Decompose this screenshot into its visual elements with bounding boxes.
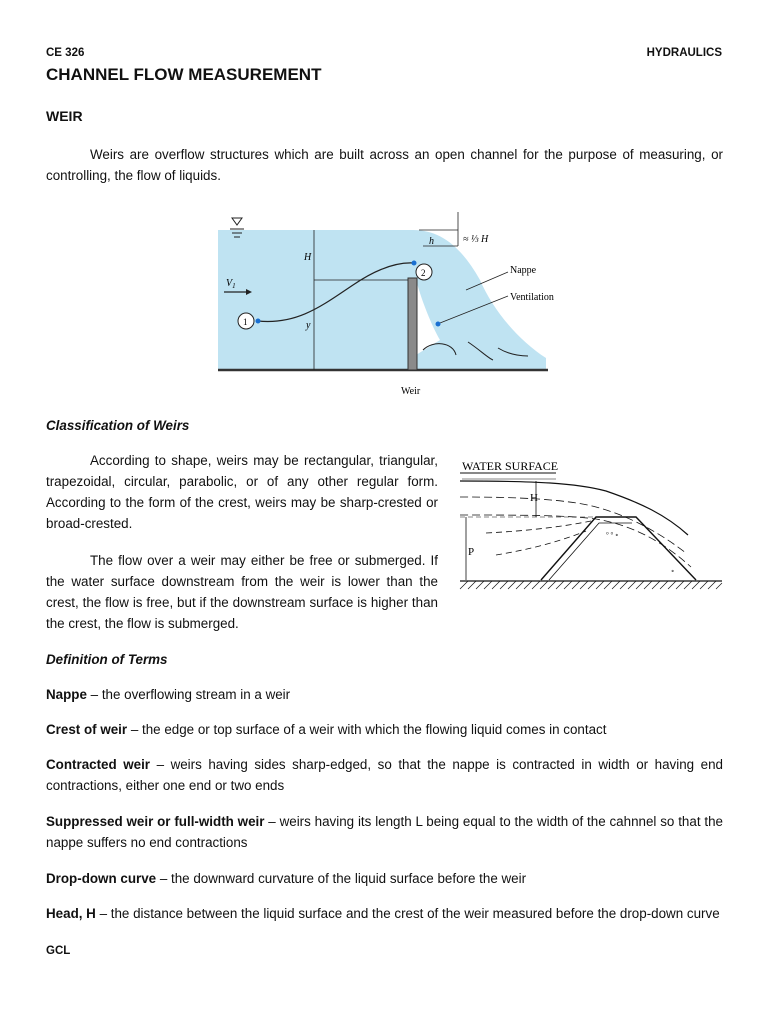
label-V1: $V_1$ (226, 278, 236, 290)
label-point-1: 1 (243, 317, 248, 327)
label-H: H (304, 252, 312, 263)
label-nappe: Nappe (510, 265, 537, 276)
definition-head: Head, H – the distance between the liquid surface and the crest of the weir measured before the drop-down curve (46, 906, 720, 921)
definition-drop-down-curve: Drop-down curve – the downward curvature of the liquid surface before the weir (46, 871, 527, 886)
definition-contracted-weir: Contracted weir – weirs having sides sharp-edged, so that the nappe is contracted in width or having end contractions, either one end or two ends (46, 757, 723, 793)
label-y: y (306, 320, 311, 331)
point-1-dot (256, 319, 261, 324)
weir-flow-diagram (218, 210, 568, 400)
point-2-dot (412, 261, 417, 266)
label-water-surface: WATER SURFACE (462, 459, 559, 473)
page-title: CHANNEL FLOW MEASUREMENT (46, 65, 322, 84)
definition-suppressed-weir: Suppressed weir or full-width weir – weirs having its length L being equal to the width of the cahnnel so that the nappe suffers no end contractions (46, 814, 723, 850)
classification-paragraph-2: The flow over a weir may either be free or submerged. If the water surface downstream from the weir is lower than the crest, the flow is free, but if the downstream surface is higher than the crest, the flow is submerged. (46, 553, 438, 631)
label-point-2: 2 (421, 268, 426, 278)
water-body (218, 230, 546, 370)
footer-initials: GCL (46, 945, 71, 957)
section-heading-weir: WEIR (46, 108, 83, 124)
definition-crest-of-weir: Crest of weir – the edge or top surface of a weir with which the flowing liquid comes in contact (46, 722, 607, 737)
classification-paragraph-1: According to shape, weirs may be rectangular, triangular, trapezoidal, circular, parabolic, or of any other regular form. According to the form of the crest, weirs may be sharp-crested or broad-crested. (46, 453, 438, 531)
course-code: CE 326 (46, 47, 85, 59)
label-third-H: ≈ ⅓ H (463, 234, 489, 245)
definition-nappe: Nappe – the overflowing stream in a weir (46, 687, 291, 702)
intro-paragraph: Weirs are overflow structures which are built across an open channel for the purpose of measuring, or controlling, the flow of liquids. (46, 147, 723, 183)
label-ventilation: Ventilation (510, 292, 554, 303)
subject-label: HYDRAULICS (646, 47, 722, 59)
classification-heading: Classification of Weirs (46, 418, 190, 433)
weir-plate (408, 278, 417, 370)
svg-text:° ° ∘: ° ° ∘ (606, 531, 619, 539)
label-weir: Weir (401, 386, 421, 397)
label-P: P (468, 546, 475, 558)
water-surface-symbol-icon (232, 218, 242, 225)
broad-crested-weir-diagram (456, 455, 726, 597)
label-h: h (429, 236, 434, 247)
label-H2: H (530, 492, 538, 504)
svg-text:∘: ∘ (671, 567, 675, 575)
definitions-heading: Definition of Terms (46, 652, 168, 667)
